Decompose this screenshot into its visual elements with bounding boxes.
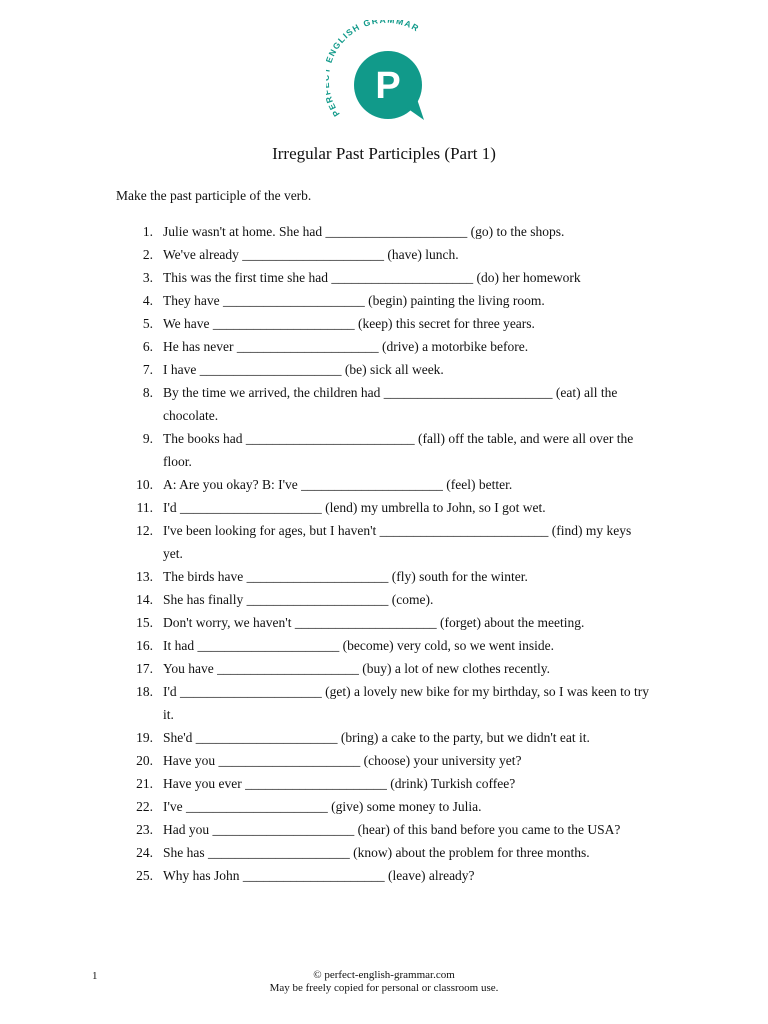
exercise-number: 4. (142, 293, 153, 308)
exercise-number: 7. (142, 362, 153, 377)
exercise-item (136, 864, 653, 887)
exercise-item (142, 358, 653, 381)
exercise-sentence: I'd _____________________ (lend) my umbrella to John, so I got wet. (163, 500, 546, 515)
copyright-text: © perfect-english-grammar.com (313, 969, 455, 981)
exercise-sentence: She has finally _____________________ (come). (163, 592, 434, 607)
exercise-item (136, 519, 653, 565)
exercise-sentence: We've already _____________________ (have) lunch. (163, 247, 459, 262)
exercise-sentence: I'd _____________________ (get) a lovely new bike for my birthday, so I was keen to try it. (163, 684, 649, 722)
page-footer (0, 969, 768, 995)
exercise-number: 12. (136, 523, 153, 538)
exercise-sentence: Don't worry, we haven't _____________________ (forget) about the meeting. (163, 615, 585, 630)
exercise-item (136, 657, 653, 680)
exercise-number: 13. (136, 569, 153, 584)
exercise-item (136, 841, 653, 864)
exercise-number: 8. (142, 385, 153, 400)
exercise-item (142, 335, 653, 358)
exercise-number: 14. (136, 592, 153, 607)
exercise-item (136, 473, 653, 496)
exercise-sentence: This was the first time she had _____________________ (do) her homework (163, 270, 581, 285)
exercise-item (142, 312, 653, 335)
exercise-number: 25. (136, 868, 153, 883)
exercise-sentence: You have _____________________ (buy) a lot of new clothes recently. (163, 661, 550, 676)
exercise-number: 9. (142, 431, 153, 446)
exercise-number: 22. (136, 799, 153, 814)
exercise-sentence: Have you _____________________ (choose) your university yet? (163, 753, 522, 768)
exercise-number: 23. (136, 822, 153, 837)
exercise-item (136, 749, 653, 772)
exercise-number: 3. (142, 270, 153, 285)
exercise-sentence: It had _____________________ (become) very cold, so we went inside. (163, 638, 555, 653)
exercise-sentence: Why has John _____________________ (leave) already? (163, 868, 475, 883)
exercise-item (142, 427, 653, 473)
exercise-number: 2. (142, 247, 153, 262)
exercise-sentence: I've _____________________ (give) some money to Julia. (163, 799, 482, 814)
exercise-item (142, 381, 653, 427)
exercise-item (136, 680, 653, 726)
exercise-sentence: I've been looking for ages, but I haven't _________________________ (find) my keys yet. (163, 523, 632, 561)
exercise-item (142, 266, 653, 289)
exercise-item (136, 496, 653, 519)
logo-letter: P (375, 65, 401, 107)
exercise-sentence: Have you ever _____________________ (drink) Turkish coffee? (163, 776, 516, 791)
exercise-item (136, 795, 653, 818)
exercise-sentence: Julie wasn't at home. She had _____________________ (go) to the shops. (163, 224, 565, 239)
exercise-sentence: By the time we arrived, the children had _________________________ (eat) all the chocolate. (163, 385, 618, 423)
license-text: May be freely copied for personal or classroom use. (269, 982, 499, 994)
instruction-text: Make the past participle of the verb. (116, 188, 312, 203)
exercise-number: 17. (136, 661, 153, 676)
exercise-item (136, 611, 653, 634)
exercise-item (136, 588, 653, 611)
exercise-number: 21. (136, 776, 153, 791)
exercise-number: 11. (136, 500, 153, 515)
exercise-item (136, 565, 653, 588)
exercise-number: 5. (142, 316, 153, 331)
exercise-number: 10. (136, 477, 153, 492)
logo-arc-text: PE NGLISH GR MMAR (326, 20, 422, 119)
exercise-sentence: They have _____________________ (begin) painting the living room. (163, 293, 545, 308)
exercise-sentence: I have _____________________ (be) sick all week. (163, 362, 444, 377)
exercise-number: 1. (142, 224, 153, 239)
exercise-number: 19. (136, 730, 153, 745)
exercise-item (136, 726, 653, 749)
exercise-number: 15. (136, 615, 153, 630)
exercise-sentence: Had you _____________________ (hear) of this band before you came to the USA? (163, 822, 621, 837)
exercise-number: 24. (136, 845, 153, 860)
exercise-sentence: The birds have _____________________ (fly) south for the winter. (163, 569, 528, 584)
exercise-item (142, 289, 653, 312)
exercise-sentence: She has _____________________ (know) about the problem for three months. (163, 845, 590, 860)
exercise-item (142, 243, 653, 266)
exercise-sentence: He has never _____________________ (drive) a motorbike before. (163, 339, 529, 354)
exercise-number: 18. (136, 684, 153, 699)
logo-graphic (326, 20, 446, 130)
exercise-item (136, 818, 653, 841)
page-title: Irregular Past Participles (Part 1) (272, 144, 496, 163)
exercise-item (142, 220, 653, 243)
exercise-sentence: A: Are you okay? B: I've _____________________ (feel) better. (163, 477, 513, 492)
exercise-number: 6. (142, 339, 153, 354)
exercise-list (136, 220, 653, 887)
exercise-number: 20. (136, 753, 153, 768)
page-number: 1 (92, 970, 98, 982)
exercise-sentence: We have _____________________ (keep) this secret for three years. (163, 316, 535, 331)
exercise-sentence: She'd _____________________ (bring) a cake to the party, but we didn't eat it. (163, 730, 590, 745)
exercise-sentence: The books had _________________________ (fall) off the table, and were all over the floor. (163, 431, 634, 469)
exercise-number: 16. (136, 638, 153, 653)
brand-logo (326, 20, 446, 130)
exercise-item (136, 634, 653, 657)
exercise-item (136, 772, 653, 795)
